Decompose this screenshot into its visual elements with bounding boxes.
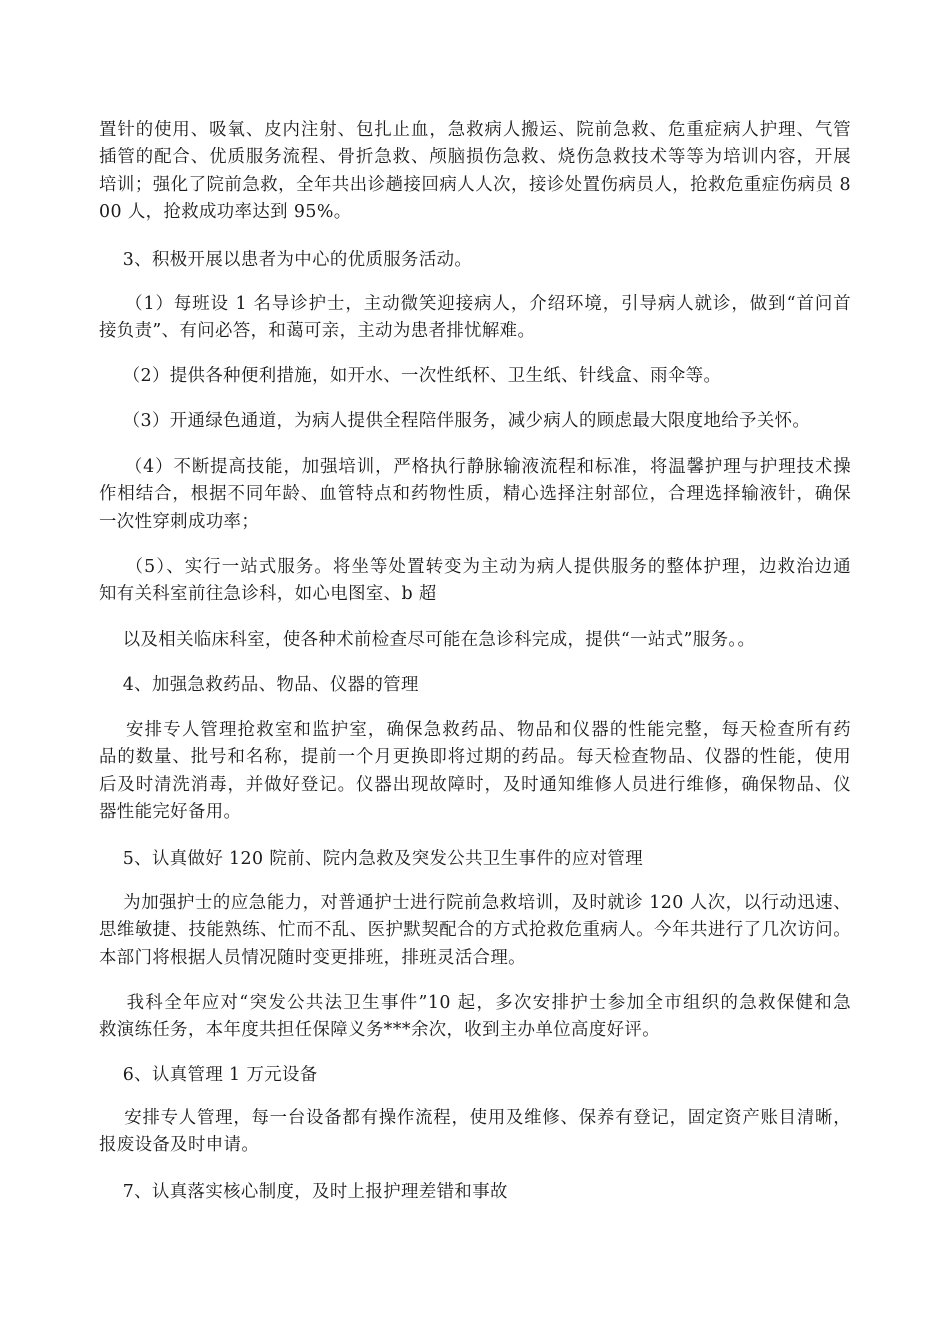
- text-line: 本部门将根据人员情况随时变更排班，排班灵活合理。: [99, 947, 526, 968]
- heading-7-core-system: [99, 1179, 851, 1206]
- text-line: 为加强护士的应急能力，对普通护士进行院前急救培训，及时就诊 120 人次，以行动迅速、: [99, 893, 851, 913]
- text-line: 我科全年应对“突发公共法卫生事件”10 起，多次安排护士参加全市组织的急救保健和急: [99, 993, 851, 1013]
- text-line: 一次性穿刺成功率；: [99, 511, 260, 532]
- text-line: 救演练任务，本年度共担任保障义务***余次，收到主办单位高度好评。: [99, 1020, 661, 1041]
- text-line: 5、认真做好 120 院前、院内急救及突发公共卫生事件的应对管理: [99, 849, 643, 869]
- paragraph-emergency-training: [99, 890, 851, 972]
- text-line: 报废设备及时申请。: [99, 1135, 260, 1156]
- paragraph-item-3: [99, 408, 851, 435]
- text-line: 7、认真落实核心制度，及时上报护理差错和事故: [99, 1182, 508, 1202]
- text-line: （2）提供各种便利措施，如开水、一次性纸杯、卫生纸、针线盒、雨伞等。: [99, 366, 722, 386]
- text-line: 插管的配合、优质服务流程、骨折急救、颅脑损伤急救、烧伤急救技术等等为培训内容，开展: [99, 147, 851, 168]
- text-line: 品的数量、批号和名称，提前一个月更换即将过期的药品。每天检查物品、仪器的性能，使用: [99, 747, 851, 768]
- heading-6-equipment: [99, 1062, 851, 1089]
- text-line: 培训；强化了院前急救，全年共出诊趟接回病人人次，接诊处置伤病员人，抢救危重症伤病员 8: [99, 174, 851, 195]
- paragraph-item-4: [99, 454, 851, 536]
- paragraph-training: [99, 117, 851, 227]
- paragraph-public-events: [99, 990, 851, 1045]
- text-line: （5）、实行一站式服务。将坐等处置转变为主动为病人提供服务的整体护理，边救治边通: [99, 557, 851, 577]
- heading-3-quality-service: [99, 247, 851, 274]
- text-line: 安排专人管理抢救室和监护室，确保急救药品、物品和仪器的性能完整，每天检查所有药: [99, 720, 851, 740]
- heading-5-emergency-response: [99, 846, 851, 873]
- text-line: 思维敏捷、技能熟练、忙而不乱、医护默契配合的方式抢救危重病人。今年共进行了几次访问。: [99, 920, 851, 941]
- paragraph-item-5: [99, 554, 851, 609]
- text-line: 3、积极开展以患者为中心的优质服务活动。: [99, 250, 473, 270]
- text-line: 以及相关临床科室，使各种术前检查尽可能在急诊科完成，提供“一站式”服务。。: [99, 630, 756, 650]
- heading-4-drug-management: [99, 672, 851, 699]
- text-line: （3）开通绿色通道，为病人提供全程陪伴服务，减少病人的顾虑最大限度地给予关怀。: [99, 411, 811, 431]
- text-line: 接负责”、有问必答，和蔼可亲，主动为患者排忧解难。: [99, 321, 536, 342]
- text-line: 6、认真管理 1 万元设备: [99, 1065, 318, 1085]
- paragraph-equipment: [99, 1105, 851, 1160]
- text-line: 后及时清洗消毒，并做好登记。仪器出现故障时，及时通知维修人员进行维修，确保物品、仪: [99, 774, 851, 795]
- text-line: 4、加强急救药品、物品、仪器的管理: [99, 675, 419, 695]
- text-line: 器性能完好备用。: [99, 802, 242, 823]
- paragraph-item-1: [99, 291, 851, 346]
- paragraph-drug-management: [99, 717, 851, 827]
- text-line: （4）不断提高技能，加强培训，严格执行静脉输液流程和标准，将温馨护理与护理技术操: [99, 457, 851, 477]
- text-line: 知有关科室前往急诊科，如心电图室、b 超: [99, 584, 437, 605]
- text-line: 00 人，抢救成功率达到 95%。: [99, 202, 352, 223]
- text-line: 作相结合，根据不同年龄、血管特点和药物性质，精心选择注射部位，合理选择输液针，确保: [99, 484, 851, 505]
- paragraph-item-2: [99, 363, 851, 390]
- text-line: 安排专人管理，每一台设备都有操作流程，使用及维修、保养有登记，固定资产账目清晰，: [99, 1108, 851, 1128]
- paragraph-one-stop: [99, 627, 851, 654]
- text-line: 置针的使用、吸氧、皮内注射、包扎止血，急救病人搬运、院前急救、危重症病人护理、气管: [99, 120, 851, 140]
- text-line: （1）每班设 1 名导诊护士，主动微笑迎接病人，介绍环境，引导病人就诊，做到“首问首: [99, 294, 851, 314]
